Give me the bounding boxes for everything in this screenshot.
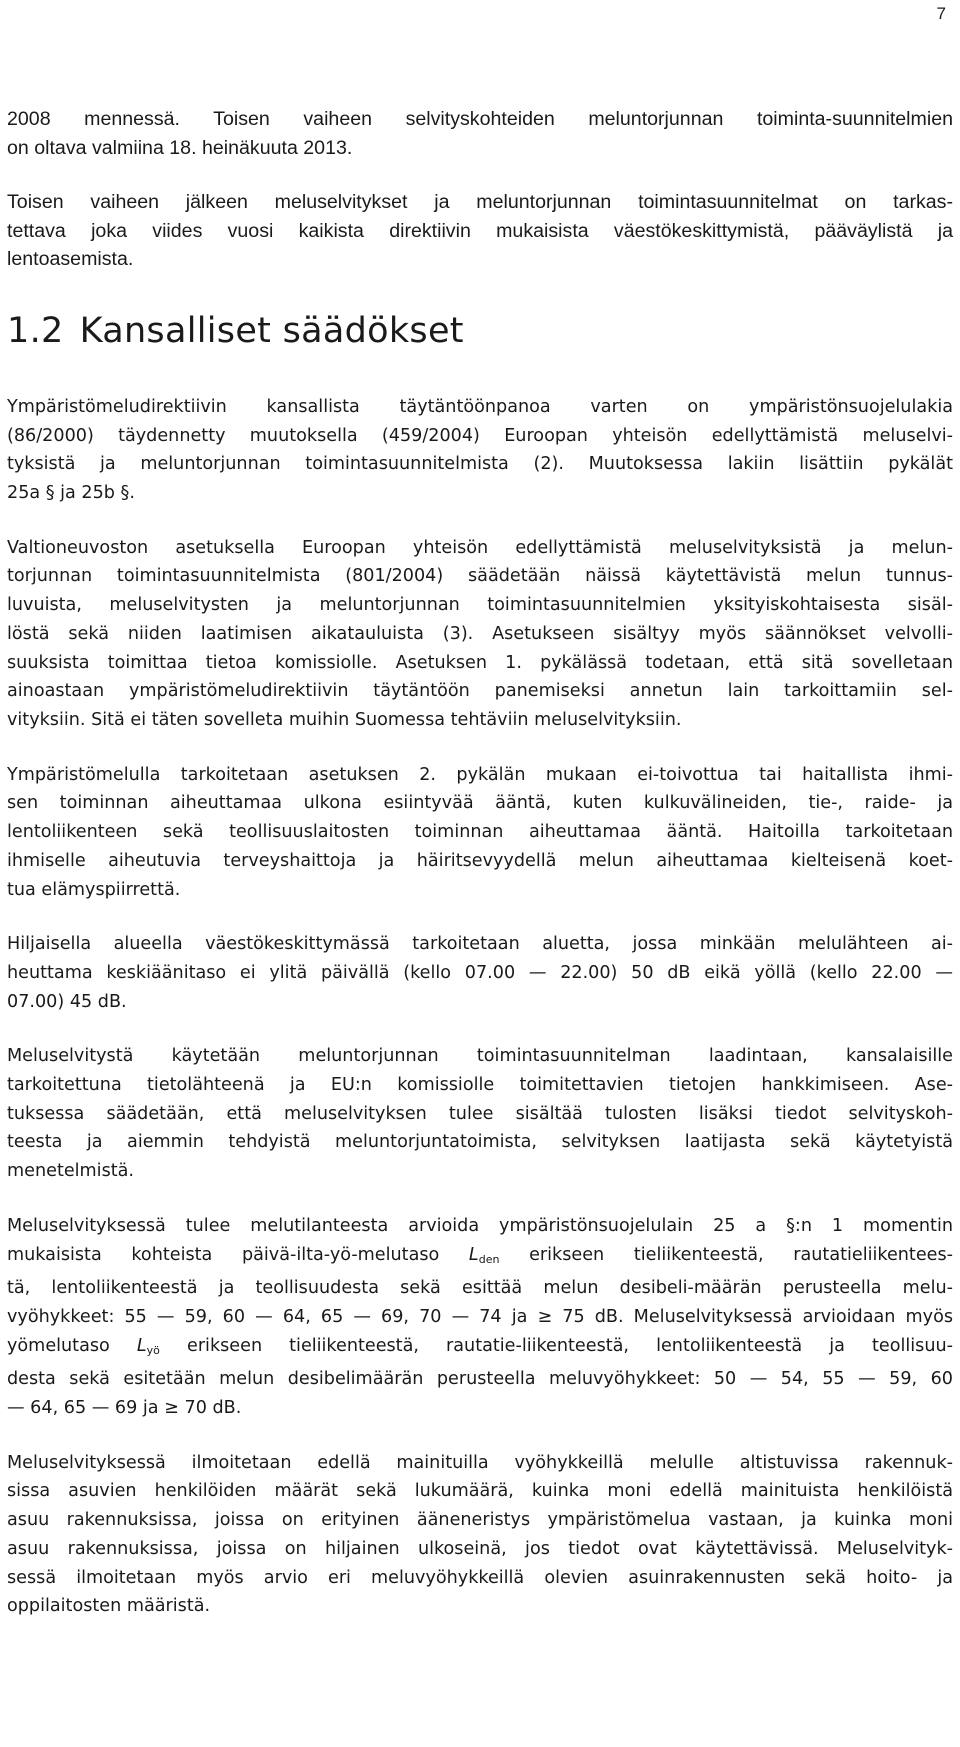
section-heading bbox=[7, 311, 953, 351]
text-line: sen toiminnan aiheuttamaa ulkona esiintyvää ääntä, kuten kulkuvälineiden, tie-, raide- ja bbox=[7, 793, 953, 814]
page-content bbox=[7, 105, 953, 1647]
text-line: suuksista toimittaa tietoa komissiolle. Asetuksen 1. pykälässä todetaan, että sitä sovelletaan bbox=[7, 652, 953, 673]
text-line: Meluselvitystä käytetään meluntorjunnan toimintasuunnitelman laadintaan, kansalaisille bbox=[7, 1046, 953, 1067]
text-line: on oltava valmiina 18. heinäkuuta 2013. bbox=[7, 136, 353, 159]
body-paragraph-5 bbox=[7, 1042, 953, 1186]
text-line: lentoasemista. bbox=[7, 248, 134, 271]
body-paragraph-3 bbox=[7, 761, 953, 905]
text-line: sissa asuvien henkilöiden määrät sekä lukumäärä, kuinka moni edellä mainituista henkilöistä bbox=[7, 1481, 953, 1502]
text-line: lentoliikenteen sekä teollisuuslaitosten toiminnan aiheuttamaa ääntä. Haitoilla tarkoitetaan bbox=[7, 822, 953, 843]
intro-paragraph-2 bbox=[7, 188, 953, 274]
text-line: menetelmistä. bbox=[7, 1161, 135, 1182]
text-line: (86/2000) täydennetty muutoksella (459/2004) Euroopan yhteisön edellyttämistä meluselvi- bbox=[7, 425, 953, 446]
text-line: mukaisista kohteista päivä-ilta-yö-melutaso $L_{den}$ erikseen tieliikenteestä, rautatieliikentees- bbox=[7, 1244, 953, 1266]
text-line: yömelutaso $L_{yö}$ erikseen tieliikenteestä, rautatie-liikenteestä, lentoliikenteestä ja teollisuu- bbox=[7, 1335, 953, 1357]
text-line: ihmiselle aiheutuvia terveyshaittoja ja häiritsevyydellä melun aiheuttamaa kielteisenä koet- bbox=[7, 850, 953, 871]
noise-level-symbol: $L_{den}$ bbox=[468, 1244, 500, 1266]
text-line: tettava joka viides vuosi kaikista direktiivin mukaisista väestökeskittymistä, pääväylistä ja bbox=[7, 219, 953, 242]
section-number: 1.2 bbox=[7, 310, 64, 351]
text-line: vyöhykkeet: 55 — 59, 60 — 64, 65 — 69, 70 — 74 ja ≥ 75 dB. Meluselvityksessä arvioidaan myös bbox=[7, 1306, 953, 1327]
text-line: oppilaitosten määristä. bbox=[7, 1596, 211, 1617]
text-line: 25a § ja 25b §. bbox=[7, 483, 135, 504]
text-line: sessä ilmoitetaan myös arvio eri meluvyöhykkeillä olevien asuinrakennusten sekä hoito- ja bbox=[7, 1567, 953, 1588]
text-line: tuksessa säädetään, että meluselvityksen tulee sisältää tulosten lisäksi tiedot selvityskoh- bbox=[7, 1103, 953, 1124]
text-line: vityksiin. Sitä ei täten sovelleta muihin Suomessa tehtäviin meluselvityksiin. bbox=[7, 710, 682, 730]
text-line: tä, lentoliikenteestä ja teollisuudesta sekä esittää melun desibeli-määrän perusteella melu- bbox=[7, 1278, 953, 1299]
body-paragraph-2 bbox=[7, 534, 953, 735]
text-line: Ympäristömeludirektiivin kansallista täytäntöönpanoa varten on ympäristönsuojelulakia bbox=[7, 396, 953, 417]
text-line: tua elämyspiirrettä. bbox=[7, 879, 181, 900]
body-paragraph-4 bbox=[7, 930, 953, 1016]
intro-paragraph-1 bbox=[7, 105, 953, 162]
text-line: torjunnan toimintasuunnitelmista (801/2004) säädetään näissä käytettävistä melun tunnus- bbox=[7, 566, 953, 587]
text-line: asuu rakennuksissa, joissa on hiljainen ulkoseinä, jos tiedot ovat käytettävissä. Meluselvityk- bbox=[7, 1538, 953, 1559]
body-paragraph-1 bbox=[7, 393, 953, 508]
text-line: Toisen vaiheen jälkeen meluselvitykset ja meluntorjunnan toimintasuunnitelmat on tarkas- bbox=[7, 191, 953, 214]
text-line: Meluselvityksessä ilmoitetaan edellä mainituilla vyöhykkeillä melulle altistuvissa rakennuk- bbox=[7, 1452, 953, 1473]
text-line: asuu rakennuksissa, joissa on erityinen ääneneristys ympäristömelua vastaan, ja kuinka moni bbox=[7, 1510, 953, 1531]
text-line: löstä sekä niiden laatimisen aikatauluista (3). Asetukseen sisältyy myös säännökset velvolli- bbox=[7, 623, 953, 644]
text-line: luvuista, meluselvitysten ja meluntorjunnan toimintasuunnitelmien yksityiskohtaisesta sisäl- bbox=[7, 595, 953, 616]
section-title: Kansalliset säädökset bbox=[79, 310, 464, 351]
text-line: heuttama keskiäänitaso ei ylitä päivällä (kello 07.00 — 22.00) 50 dB eikä yöllä (kello 22.00 — bbox=[7, 962, 953, 983]
text-line: — 64, 65 — 69 ja ≥ 70 dB. bbox=[7, 1398, 242, 1419]
body-paragraph-7 bbox=[7, 1449, 953, 1621]
text-line: teesta ja aiemmin tehdyistä meluntorjuntatoimista, selvityksen laatijasta sekä käytetyistä bbox=[7, 1132, 953, 1153]
text-line: Hiljaisella alueella väestökeskittymässä tarkoitetaan aluetta, jossa minkään melulähteen ai- bbox=[7, 934, 953, 955]
text-line: ainoastaan ympäristömeludirektiivin täytäntöön panemiseksi annetun lain tarkoittamiin sel- bbox=[7, 681, 953, 702]
text-line: Meluselvityksessä tulee melutilanteesta arvioida ympäristönsuojelulain 25 a §:n 1 momentin bbox=[7, 1215, 953, 1236]
noise-level-symbol: $L_{yö}$ bbox=[136, 1335, 160, 1357]
text-line: Valtioneuvoston asetuksella Euroopan yhteisön edellyttämistä meluselvityksistä ja melun- bbox=[7, 537, 953, 558]
body-paragraph-6 bbox=[7, 1212, 953, 1423]
page-number: 7 bbox=[936, 4, 946, 23]
text-line: tyksistä ja meluntorjunnan toimintasuunnitelmista (2). Muutoksessa lakiin lisättiin pykälät bbox=[7, 454, 953, 475]
text-line: tarkoitettuna tietolähteenä ja EU:n komissiolle toimitettavien tietojen hankkimiseen. Ase- bbox=[7, 1075, 953, 1096]
text-line: desta sekä esitetään melun desibelimäärän perusteella meluvyöhykkeet: 50 — 54, 55 — 59, 60 bbox=[7, 1369, 953, 1390]
text-line: 07.00) 45 dB. bbox=[7, 991, 127, 1012]
text-line: 2008 mennessä. Toisen vaiheen selvityskohteiden meluntorjunnan toiminta-suunnitelmien bbox=[7, 108, 953, 130]
text-line: Ympäristömelulla tarkoitetaan asetuksen 2. pykälän mukaan ei-toivottua tai haitallista ihmi- bbox=[7, 764, 953, 785]
